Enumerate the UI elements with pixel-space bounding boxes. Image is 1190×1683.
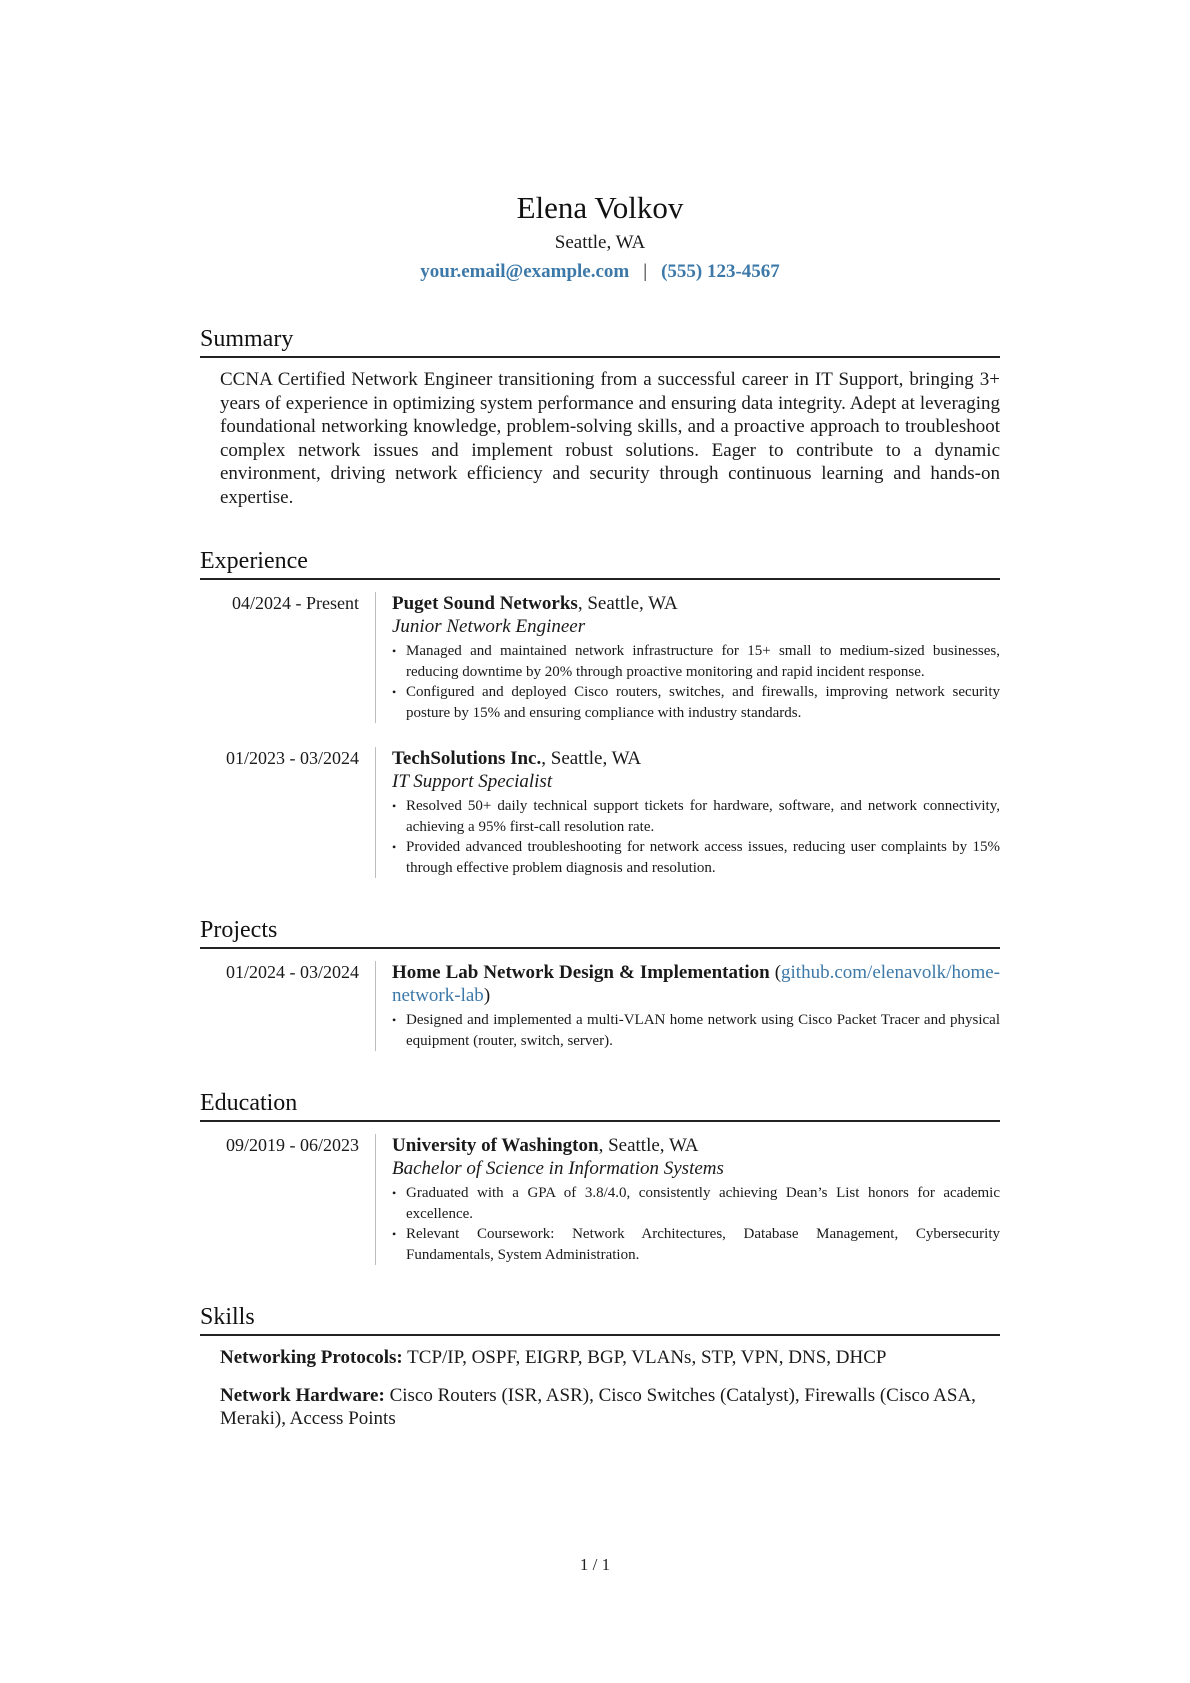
experience-entry	[200, 747, 1000, 878]
organization-name: Puget Sound Networks	[392, 593, 578, 614]
paren-close: )	[483, 985, 491, 1006]
bullet-item: • Managed and maintained network infrastructure for 15+ small to medium-sized businesses, reducing downtime by 20% through proactive monitoring and rapid incident response.	[392, 641, 1000, 682]
bullet-item: • Resolved 50+ daily technical support tickets for hardware, software, and network connectivity, achieving a 95% first-call resolution rate.	[392, 796, 1000, 837]
candidate-location: Seattle, WA	[554, 232, 646, 253]
project-entry	[200, 961, 1000, 1051]
institution-location: , Seattle, WA	[598, 1135, 699, 1156]
organization-location: , Seattle, WA	[577, 593, 678, 614]
resume-page	[200, 188, 1000, 1431]
job-title: Junior Network Engineer	[392, 616, 586, 637]
organization-name: TechSolutions Inc.	[392, 748, 542, 769]
education-section	[200, 1089, 1000, 1265]
entry-heading	[392, 1134, 1000, 1157]
contact-separator: |	[643, 261, 648, 282]
entry-body	[375, 592, 1000, 723]
email-link[interactable]: your.email@example.com	[420, 261, 630, 282]
experience-heading: Experience	[200, 547, 1000, 580]
summary-section	[200, 325, 1000, 509]
summary-heading: Summary	[200, 325, 1000, 358]
bullet-item: • Relevant Coursework: Network Architectures, Database Management, Cybersecurity Fundamentals, System Administration.	[392, 1224, 1000, 1265]
degree-title: Bachelor of Science in Information Systems	[392, 1158, 724, 1179]
skill-label: Networking Protocols:	[220, 1347, 403, 1368]
entry-body	[375, 747, 1000, 878]
entry-date: 01/2024 - 03/2024	[226, 962, 359, 982]
experience-entry	[200, 592, 1000, 723]
project-link[interactable]: github.com/elenavolk/home-network-lab	[392, 962, 1001, 1006]
entry-date: 04/2024 - Present	[232, 593, 359, 613]
entry-heading	[392, 747, 1000, 770]
education-entry	[200, 1134, 1000, 1265]
project-name: Home Lab Network Design & Implementation	[392, 962, 770, 983]
bullet-list	[392, 796, 1000, 878]
projects-heading: Projects	[200, 916, 1000, 949]
resume-header	[200, 188, 1000, 285]
bullet-item: • Provided advanced troubleshooting for network access issues, reducing user complaints by 15% through effective problem diagnosis and resolution.	[392, 837, 1000, 878]
skill-row	[220, 1384, 1000, 1431]
entry-heading	[392, 592, 1000, 615]
entry-body	[375, 961, 1000, 1051]
entry-date: 01/2023 - 03/2024	[226, 748, 359, 768]
skill-row	[220, 1346, 1000, 1370]
entry-date: 09/2019 - 06/2023	[226, 1135, 359, 1155]
institution-name: University of Washington	[392, 1135, 599, 1156]
paren-open: (	[769, 962, 782, 983]
project-heading	[392, 961, 1000, 1007]
skills-heading: Skills	[200, 1303, 1000, 1336]
bullet-item: • Configured and deployed Cisco routers, switches, and firewalls, improving network security posture by 15% and ensuring compliance with industry standards.	[392, 682, 1000, 723]
bullet-item: • Designed and implemented a multi-VLAN home network using Cisco Packet Tracer and physical equipment (router, switch, server).	[392, 1010, 1000, 1051]
skill-value: TCP/IP, OSPF, EIGRP, BGP, VLANs, STP, VPN, DNS, DHCP	[402, 1347, 887, 1368]
summary-text: CCNA Certified Network Engineer transitioning from a successful career in IT Support, bringing 3+ years of experience in optimizing system performance and ensuring data integrity. Adept at leveraging foundational networking knowledge, problem-solving skills, and a proactive approach to troubleshoot complex network issues and implement robust solutions. Eager to contribute to a dynamic environment, driving network efficiency and security through continuous learning and hands-on expertise.	[220, 369, 1000, 508]
job-title: IT Support Specialist	[392, 771, 553, 792]
skill-value: Cisco Routers (ISR, ASR), Cisco Switches (Catalyst), Firewalls (Cisco ASA, Meraki), Access Points	[220, 1384, 976, 1429]
page-number: 1 / 1	[579, 1555, 611, 1574]
candidate-name: Elena Volkov	[516, 190, 684, 225]
projects-section	[200, 916, 1000, 1051]
organization-location: , Seattle, WA	[541, 748, 642, 769]
experience-section	[200, 547, 1000, 878]
skills-section	[200, 1303, 1000, 1431]
contact-line	[200, 259, 1000, 285]
education-heading: Education	[200, 1089, 1000, 1122]
bullet-list	[392, 1183, 1000, 1265]
skill-label: Network Hardware:	[220, 1384, 385, 1406]
phone-link[interactable]: (555) 123-4567	[661, 261, 780, 282]
skills-list	[220, 1346, 1000, 1431]
entry-body	[375, 1134, 1000, 1265]
bullet-item: • Graduated with a GPA of 3.8/4.0, consistently achieving Dean’s List honors for academic excellence.	[392, 1183, 1000, 1224]
bullet-list	[392, 1010, 1000, 1051]
bullet-list	[392, 641, 1000, 723]
